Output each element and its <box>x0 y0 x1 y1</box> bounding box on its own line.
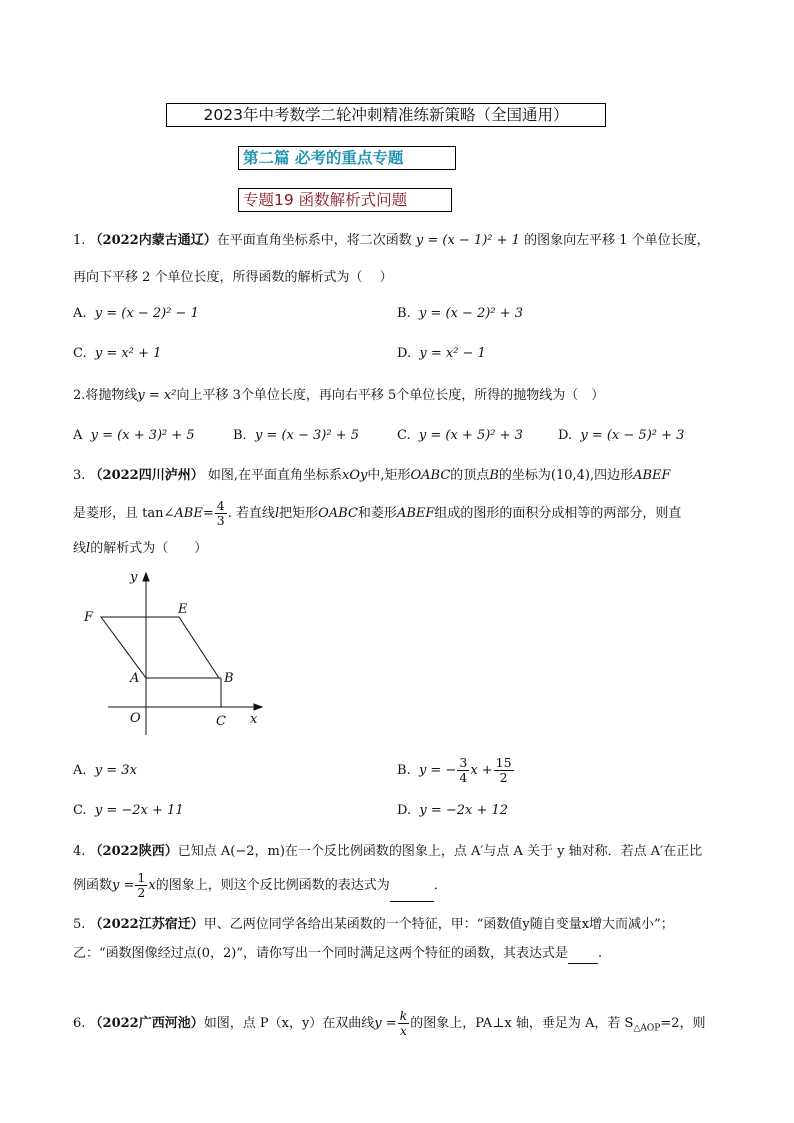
option-formula: y = −2x + 11 <box>94 803 184 818</box>
x-axis-arrow <box>254 704 262 710</box>
question-number: 4. <box>73 844 86 859</box>
question-number: 3. <box>73 468 86 483</box>
fraction <box>135 871 147 900</box>
question-text: 的解析式为（ ） <box>90 541 208 556</box>
denominator: 4 <box>459 770 468 785</box>
label-b: B <box>224 671 234 686</box>
math-var: x <box>148 878 156 893</box>
math-var: B <box>489 468 499 483</box>
option-c <box>73 344 161 364</box>
question-2-line-1 <box>73 386 604 406</box>
question-text: = <box>202 506 214 521</box>
numerator: 4 <box>216 498 225 513</box>
fraction <box>215 499 227 528</box>
formula: y = x² <box>137 388 177 403</box>
option-label: C. <box>397 428 411 443</box>
option-label: A. <box>73 763 87 778</box>
question-5-line-2 <box>73 944 602 964</box>
question-text: 如图，点 P（x，y）在双曲线 <box>203 1016 375 1031</box>
option-label: C. <box>73 803 87 818</box>
document-title: 2023年中考数学二轮冲刺精准练新策略（全国通用） <box>166 103 606 127</box>
math-var: ABEF <box>396 506 435 521</box>
option-b <box>397 304 523 324</box>
question-number: 1. <box>73 233 86 248</box>
option-d <box>397 801 508 821</box>
option-formula: y = x² − 1 <box>419 346 486 361</box>
label-y: y <box>130 570 138 585</box>
question-3-figure <box>78 565 278 745</box>
question-number: 6. <box>73 1016 86 1031</box>
subscript: △AOP <box>633 1023 661 1034</box>
option-formula: y = (x − 3)² + 5 <box>254 428 359 443</box>
option-formula: y = −2x + 12 <box>419 803 509 818</box>
option-label: D. <box>397 803 412 818</box>
denominator: 2 <box>499 770 508 785</box>
question-source: （2022四川泸州） <box>89 468 204 483</box>
option-formula: y = 3x <box>94 763 137 778</box>
question-number: 5. <box>73 917 86 932</box>
option-formula: x + <box>470 763 493 778</box>
question-5-line-1 <box>73 915 674 935</box>
question-text: 的图象上，则这个反比例函数的表达式为 <box>155 878 390 893</box>
answer-blank <box>568 949 598 964</box>
label-a: A <box>130 671 140 686</box>
option-label: B. <box>397 763 411 778</box>
question-text: . <box>597 946 603 961</box>
question-text: 已知点 A(−2，m)在一个反比例函数的图象上，点 A′与点 A 关于 y 轴对称．若点 A′在正比 <box>177 844 703 859</box>
question-text: ． <box>433 878 447 893</box>
label-o: O <box>130 711 141 726</box>
math-var: xOy <box>342 468 368 483</box>
question-4-line-1 <box>73 842 702 862</box>
question-text: 把矩形 <box>279 506 319 521</box>
formula: y = (x − 1)² + 1 <box>415 233 520 248</box>
numerator: 15 <box>495 755 512 770</box>
math-var: ABE <box>174 506 203 521</box>
label-x: x <box>250 712 258 727</box>
math-var: l <box>274 506 280 521</box>
question-text: 的图象上，PA⊥x 轴，垂足为 A，若 S <box>410 1016 634 1031</box>
option-a <box>73 304 199 324</box>
question-text: 乙：“函数图像经过点(0，2)”，请你写出一个同时满足这两个特征的函数，其表达式是 <box>73 946 568 961</box>
y-axis-arrow <box>143 573 149 581</box>
option-b <box>233 426 359 446</box>
label-e: E <box>178 602 188 617</box>
question-4-line-2 <box>73 870 447 902</box>
numerator: 3 <box>459 755 468 770</box>
option-d <box>558 426 684 446</box>
option-a <box>73 761 137 781</box>
formula: y = <box>374 1016 397 1031</box>
option-formula: y = (x + 5)² + 3 <box>418 428 523 443</box>
question-3-line-1 <box>73 466 671 486</box>
fraction <box>494 756 514 785</box>
fraction <box>398 1009 410 1038</box>
option-label: B. <box>233 428 247 443</box>
question-text: 的图象向左平移 1 个单位长度， <box>524 233 710 248</box>
question-text: 2.将抛物线 <box>73 388 138 403</box>
question-source: （2022江苏宿迁） <box>89 917 204 932</box>
denominator: x <box>399 1023 407 1038</box>
question-1-line-1 <box>73 231 710 251</box>
question-text: 在平面直角坐标系中，将二次函数 <box>216 233 412 248</box>
section-title: 第二篇 必考的重点专题 <box>238 146 456 170</box>
question-source: （2022陕西） <box>89 844 178 859</box>
question-3-line-2 <box>73 498 681 530</box>
option-label: B. <box>397 306 411 321</box>
question-text: 的顶点 <box>450 468 490 483</box>
option-formula: y = (x − 5)² + 3 <box>580 428 685 443</box>
label-c: C <box>216 714 226 729</box>
math-var: OABC <box>318 506 358 521</box>
math-var: OABC <box>410 468 451 483</box>
option-c <box>73 801 184 821</box>
label-f: F <box>84 610 94 625</box>
question-text: 是菱形，且 tan∠ <box>73 506 175 521</box>
question-text: 例函数 <box>73 878 113 893</box>
math-var: ABEF <box>633 468 671 483</box>
formula: y = <box>112 878 135 893</box>
rhombus-abef <box>101 617 219 678</box>
option-label: D. <box>558 428 573 443</box>
option-formula: y = − <box>418 763 457 778</box>
option-b <box>397 755 515 787</box>
fraction <box>457 756 469 785</box>
option-label: A. <box>73 306 87 321</box>
answer-blank <box>390 887 434 902</box>
option-label: D. <box>397 346 412 361</box>
question-text: 向上平移 3个单位长度，再向右平移 5个单位长度，所得的抛物线为（ ） <box>176 388 605 403</box>
option-formula: y = x² + 1 <box>94 346 162 361</box>
question-text: 组成的图形的面积分成相等的两部分，则直 <box>434 506 682 521</box>
denominator: 3 <box>216 513 225 528</box>
question-1-line-2: 再向下平移 2 个单位长度，所得函数的解析式为（ ） <box>73 270 393 285</box>
question-text: 中,矩形 <box>367 468 411 483</box>
question-text: 的坐标为(10,4),四边形 <box>498 468 634 483</box>
option-formula: y = (x − 2)² + 3 <box>418 306 523 321</box>
option-c <box>397 426 523 446</box>
option-formula: y = (x − 2)² − 1 <box>94 306 199 321</box>
question-source: （2022内蒙古通辽） <box>89 233 217 248</box>
numerator: k <box>399 1008 408 1023</box>
option-a <box>73 426 195 446</box>
question-source: （2022广西河池） <box>89 1016 204 1031</box>
option-formula: y = (x + 3)² + 5 <box>90 428 195 443</box>
numerator: 1 <box>137 870 146 885</box>
topic-title: 专题19 函数解析式问题 <box>238 188 452 212</box>
question-6-line-1 <box>73 1008 705 1045</box>
question-text: 如图,在平面直角坐标系 <box>207 468 343 483</box>
question-text: . 若直线 <box>227 506 275 521</box>
question-3-line-3 <box>73 539 207 559</box>
option-label: A <box>73 428 83 443</box>
question-text: 线 <box>73 541 87 556</box>
denominator: 2 <box>137 885 146 900</box>
option-d <box>397 344 486 364</box>
math-var: l <box>86 541 91 556</box>
option-label: C. <box>73 346 87 361</box>
question-text: 和菱形 <box>357 506 397 521</box>
question-text: =2，则 <box>660 1016 706 1031</box>
question-text: 甲、乙两位同学各给出某函数的一个特征，甲：“函数值y随自变量x增大而减小”； <box>203 917 674 932</box>
